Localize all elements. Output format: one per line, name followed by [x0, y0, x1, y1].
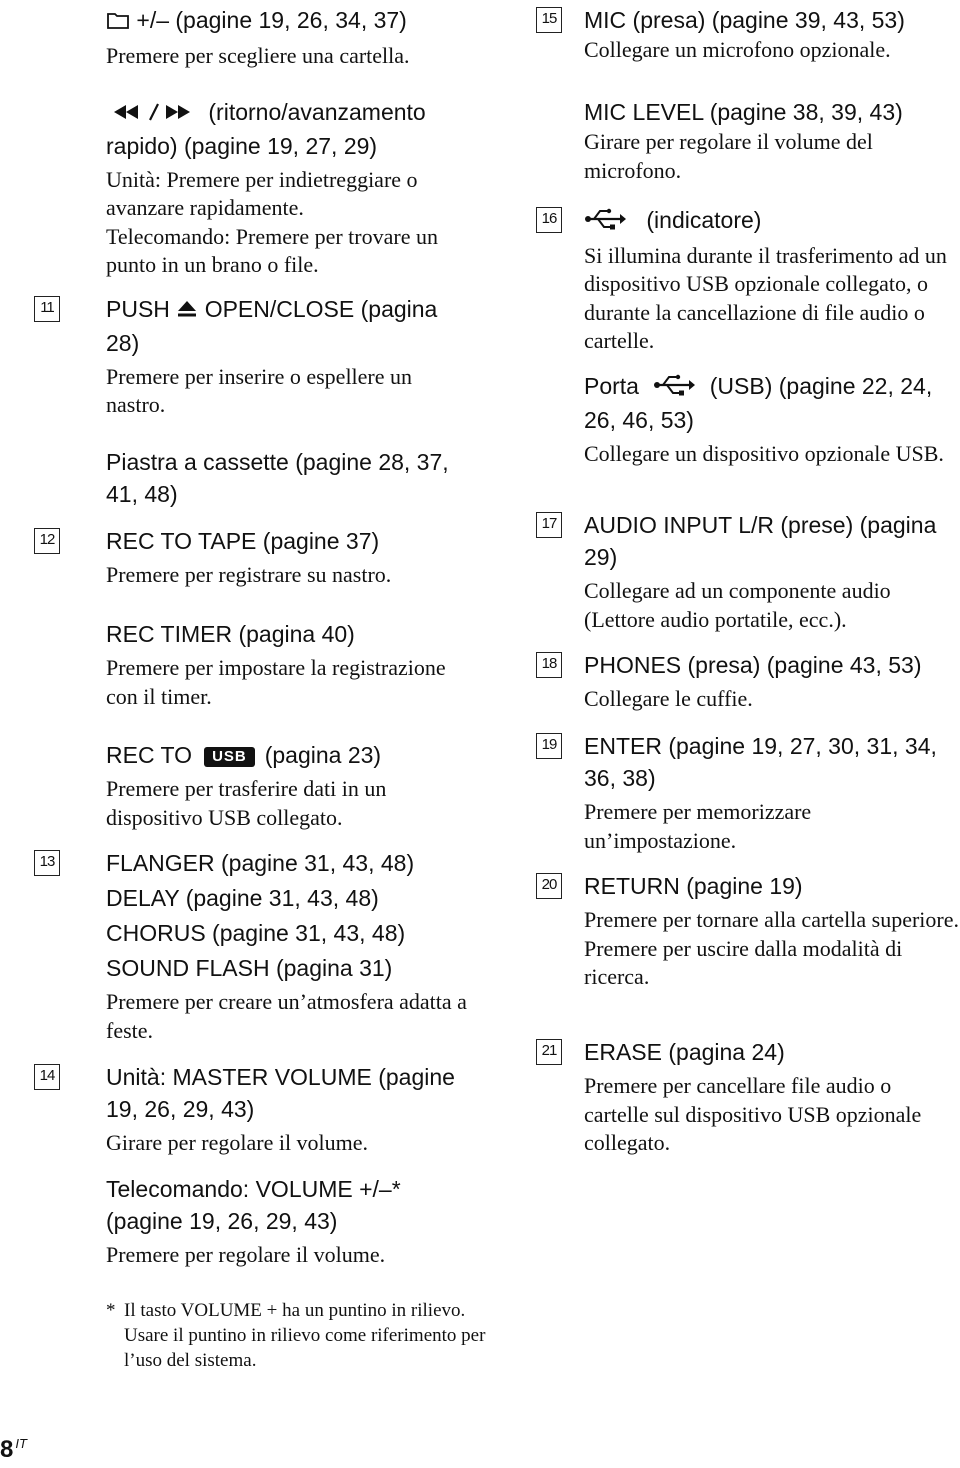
usb-port-entry	[584, 370, 960, 468]
page-language-suffix: IT	[15, 1436, 27, 1451]
item-number-badge: 18	[536, 652, 562, 678]
item-13	[39, 847, 476, 1045]
item-16-desc: Si illumina durante il trasferimento ad un dispositivo USB opzionale collegato, o durante la cancellazione di file audio o cartelle.	[584, 242, 947, 354]
item-number-badge: 16	[536, 207, 562, 233]
item-11-desc: Premere per inserire o espellere un nastro.	[106, 363, 413, 418]
rewind-fastforward-icon	[106, 98, 202, 130]
item-12	[39, 525, 476, 590]
item-14-desc: Girare per regolare il volume.	[106, 1130, 369, 1155]
item-number-badge: 21	[536, 1039, 562, 1065]
eject-icon	[176, 295, 198, 327]
item-11-heading-b: OPEN/CLOSE (pagina 28)	[106, 296, 438, 356]
mic-level-heading: MIC LEVEL (pagine 38, 39, 43)	[584, 99, 903, 125]
mic-level-desc: Girare per regolare il volume del microfono.	[584, 129, 873, 183]
item-14-heading: Unità: MASTER VOLUME (pagine 19, 26, 29, 43)	[106, 1064, 455, 1122]
item-17-desc: Collegare ad un componente audio (Lettore audio portatile, ecc.).	[584, 578, 891, 632]
item-13-flanger: FLANGER (pagine 31, 43, 48)	[106, 850, 415, 876]
rec-usb-entry	[106, 739, 476, 832]
item-19-heading: ENTER (pagine 19, 27, 30, 31, 34, 36, 38)	[584, 733, 937, 791]
rew-ff-desc-remote: Telecomando: Premere per trovare un punto in un brano o file.	[106, 223, 438, 278]
folder-entry	[106, 4, 476, 70]
item-18-heading: PHONES (presa) (pagine 43, 53)	[584, 652, 922, 678]
cassette-heading: Piastra a cassette (pagine 28, 37, 41, 48)	[106, 449, 449, 507]
usb-port-heading-b: (USB) (pagine 22, 24, 26, 46, 53)	[584, 373, 933, 433]
item-16-heading: (indicatore)	[646, 207, 762, 233]
item-15-desc: Collegare un microfono opzionale.	[584, 37, 891, 62]
item-15	[541, 4, 960, 65]
remote-volume-heading: Telecomando: VOLUME +/–* (pagine 19, 26, 29, 43)	[106, 1176, 401, 1234]
page-number-value: 8	[0, 1436, 14, 1463]
item-17-heading: AUDIO INPUT L/R (prese) (pagina 29)	[584, 512, 937, 570]
item-13-desc: Premere per creare un’atmosfera adatta a feste.	[106, 989, 467, 1043]
item-number-badge: 17	[536, 512, 562, 538]
item-number-badge: 12	[34, 528, 60, 554]
remote-volume-desc: Premere per regolare il volume.	[106, 1242, 386, 1267]
rec-timer-heading: REC TIMER (pagina 40)	[106, 621, 355, 647]
item-number-badge: 14	[34, 1064, 60, 1090]
folder-heading: +/– (pagine 19, 26, 34, 37)	[136, 7, 407, 33]
item-21-desc: Premere per cancellare file audio o cartelle sul dispositivo USB opzionale collegato.	[584, 1073, 922, 1155]
usb-icon	[584, 206, 626, 238]
item-21	[541, 1036, 960, 1158]
item-20-heading: RETURN (pagine 19)	[584, 873, 803, 899]
usb-badge: USB	[204, 747, 255, 767]
page-number	[0, 1436, 27, 1464]
item-20-desc-1: Premere per tornare alla cartella superiore.	[584, 907, 960, 932]
item-13-sound-flash: SOUND FLASH (pagina 31)	[106, 955, 393, 981]
rew-ff-entry	[106, 96, 476, 280]
item-20-desc-2: Premere per uscire dalla modalità di ricerca.	[584, 935, 903, 989]
footnote	[106, 1298, 506, 1373]
item-13-delay: DELAY (pagine 31, 43, 48)	[106, 885, 379, 911]
item-18-desc: Collegare le cuffie.	[584, 686, 753, 711]
item-17	[541, 509, 960, 634]
folder-desc: Premere per scegliere una cartella.	[106, 42, 410, 68]
item-19	[541, 730, 960, 855]
footnote-mark: *	[106, 1300, 116, 1321]
item-11-heading-a: PUSH	[106, 296, 170, 322]
item-12-desc: Premere per registrare su nastro.	[106, 562, 392, 587]
rec-usb-heading-b: (pagina 23)	[264, 742, 382, 768]
item-11	[40, 293, 476, 420]
rew-ff-desc-unit: Unità: Premere per indietreggiare o avanzare rapidamente.	[106, 166, 418, 221]
item-21-heading: ERASE (pagina 24)	[584, 1039, 785, 1065]
rec-usb-heading-a: REC TO	[106, 742, 193, 768]
item-15-heading: MIC (presa) (pagine 39, 43, 53)	[584, 7, 905, 33]
rec-timer-entry	[106, 618, 476, 711]
rew-ff-heading: (ritorno/avanzamento rapido) (pagine 19, 27, 29)	[106, 99, 426, 159]
rec-usb-desc: Premere per trasferire dati in un dispositivo USB collegato.	[106, 776, 387, 830]
item-number-badge: 11	[34, 296, 60, 322]
usb-port-desc: Collegare un dispositivo opzionale USB.	[584, 440, 944, 466]
item-number-badge: 15	[536, 7, 562, 33]
item-16	[541, 204, 960, 356]
item-14	[39, 1061, 476, 1158]
cassette-entry	[106, 446, 476, 510]
item-number-badge: 20	[536, 873, 562, 899]
item-19-desc: Premere per memorizzare un’impostazione.	[584, 799, 812, 853]
mic-level-entry	[584, 96, 960, 185]
item-number-badge: 13	[34, 850, 60, 876]
item-12-heading: REC TO TAPE (pagine 37)	[106, 528, 380, 554]
folder-icon	[106, 6, 130, 38]
remote-volume-entry	[106, 1173, 476, 1270]
item-number-badge: 19	[536, 733, 562, 759]
rec-timer-desc: Premere per impostare la registrazione con il timer.	[106, 655, 446, 709]
usb-icon	[653, 372, 695, 404]
item-20	[541, 870, 960, 992]
usb-port-heading-a: Porta	[584, 373, 639, 399]
item-13-chorus: CHORUS (pagine 31, 43, 48)	[106, 920, 406, 946]
item-18	[541, 649, 960, 714]
footnote-text: Il tasto VOLUME + ha un puntino in rilievo. Usare il puntino in rilievo come riferimento per l’uso del sistema.	[124, 1300, 486, 1371]
